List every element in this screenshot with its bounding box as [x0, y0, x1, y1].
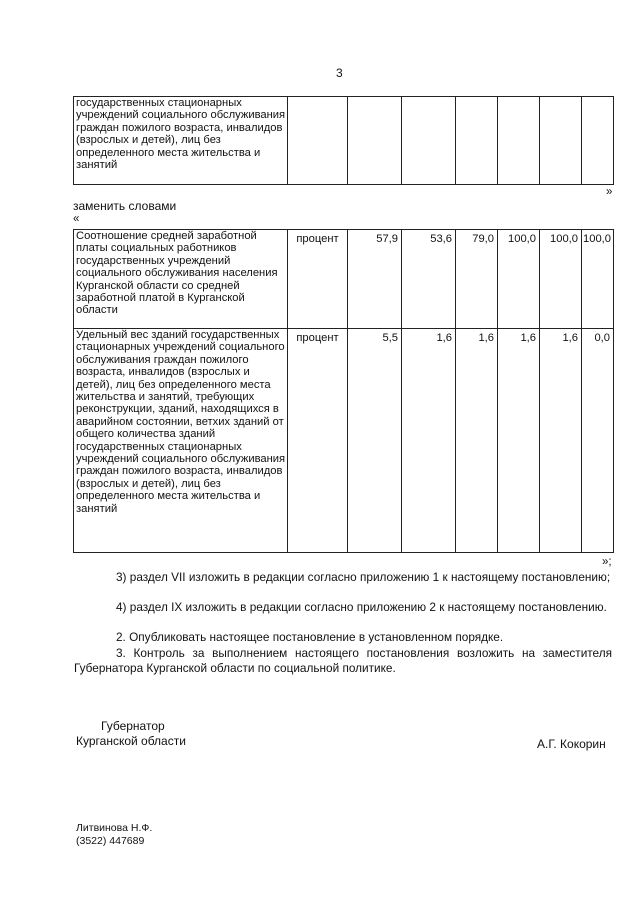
row-value: 1,6 — [498, 329, 540, 553]
row-description: Удельный вес зданий государственных стационарных учреждений социального обслуживания граждан пожилого возраста, инвалидов (взрослых и детей), лиц без определенного места жительства и занятий, требующих реконструкции, зданий, находящихся в аварийном состоянии, ветхих зданий от общего количества зданий государственных стационарных учреждений социального обслуживания граждан пожилого возраста, инвалидов (взрослых и детей), лиц без определенного места жительства и занятий — [74, 329, 288, 553]
row-description: государственных стационарных учреждений социального обслуживания граждан пожилого возраста, инвалидов (взрослых и детей), лиц без определенного места жительства и занятий — [74, 97, 288, 185]
page-number: 3 — [336, 66, 343, 80]
row-description: Соотношение средней заработной платы социальных работников государственных учреждений социального обслуживания населения Курганской области со средней заработной платой в Курганской области — [74, 230, 288, 329]
table-row — [74, 329, 614, 553]
row-value: 79,0 — [456, 230, 498, 329]
row-value: 57,9 — [348, 230, 402, 329]
paragraph-control: 3. Контроль за выполнением настоящего постановления возложить на заместителя Губернатора Курганской области по социальной политике. — [74, 646, 612, 675]
table-row — [74, 97, 614, 185]
row-value: 100,0 — [540, 230, 582, 329]
row-unit — [288, 97, 348, 185]
row-value — [402, 97, 456, 185]
signature-title-line1: Губернатор — [101, 719, 165, 733]
closing-quote: » — [606, 186, 613, 198]
executor-phone: (3522) 447689 — [76, 835, 145, 847]
paragraph-section-ix: 4) раздел IX изложить в редакции согласно приложению 2 к настоящему постановлению. — [116, 600, 607, 614]
top-table-fragment — [73, 96, 614, 185]
closing-quote-semicolon: »; — [602, 556, 612, 568]
table-row — [74, 230, 614, 329]
replacement-table — [73, 229, 614, 553]
row-value: 1,6 — [456, 329, 498, 553]
row-value: 0,0 — [582, 329, 614, 553]
row-value: 1,6 — [540, 329, 582, 553]
row-value: 100,0 — [498, 230, 540, 329]
row-value: 5,5 — [348, 329, 402, 553]
row-unit: процент — [288, 329, 348, 553]
opening-quote: « — [73, 213, 80, 225]
paragraph-publish: 2. Опубликовать настоящее постановление в установленном порядке. — [116, 630, 504, 644]
paragraph-section-vii: 3) раздел VII изложить в редакции согласно приложению 1 к настоящему постановлению; — [116, 570, 611, 584]
row-unit: процент — [288, 230, 348, 329]
row-value — [582, 97, 614, 185]
replace-phrase: заменить словами — [73, 199, 177, 213]
row-value: 100,0 — [582, 230, 614, 329]
row-value — [456, 97, 498, 185]
signature-name: А.Г. Кокорин — [537, 737, 606, 751]
row-value: 1,6 — [402, 329, 456, 553]
signature-title-line2: Курганской области — [76, 734, 186, 748]
row-value — [498, 97, 540, 185]
row-value: 53,6 — [402, 230, 456, 329]
row-value — [348, 97, 402, 185]
row-value — [540, 97, 582, 185]
executor-name: Литвинова Н.Ф. — [76, 822, 153, 834]
